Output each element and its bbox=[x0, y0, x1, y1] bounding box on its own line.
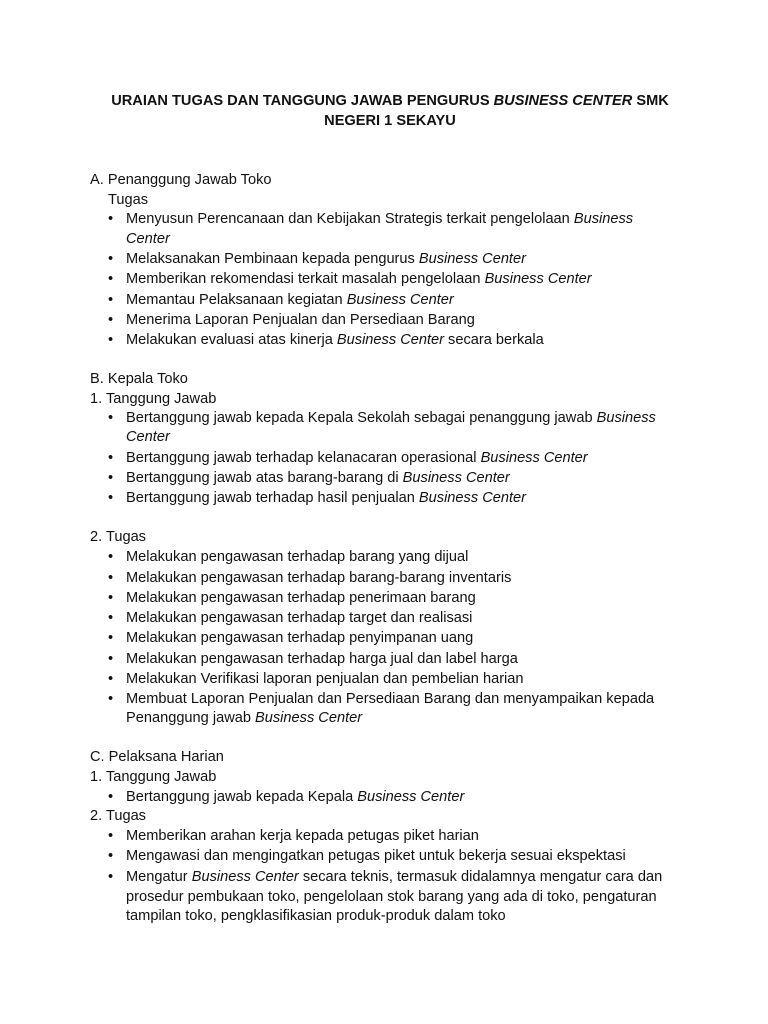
title-line-2: NEGERI 1 SEKAYU bbox=[324, 113, 456, 129]
section-c-heading: C. Pelaksana Harian bbox=[90, 749, 224, 765]
list-item-continuation: tampilan toko, pengklasifikasian produk-produk dalam toko bbox=[126, 908, 506, 924]
list-item-continuation: prosedur pembukaan toko, pengelolaan stok barang yang ada di toko, pengaturan bbox=[126, 889, 657, 905]
section-c-part-1: 1. Tanggung Jawab bbox=[90, 769, 217, 785]
document-title bbox=[60, 91, 720, 131]
section-b-heading: B. Kepala Toko bbox=[90, 371, 188, 387]
section-b-part-1: 1. Tanggung Jawab bbox=[90, 391, 217, 407]
section-b-part-2: 2. Tugas bbox=[90, 529, 146, 545]
list-item-continuation: Center bbox=[126, 231, 170, 247]
section-c-part-2: 2. Tugas bbox=[90, 808, 146, 824]
list-item-continuation: Center bbox=[126, 429, 170, 445]
section-a-sub: Tugas bbox=[108, 192, 149, 208]
section-a-heading: A. Penanggung Jawab Toko bbox=[90, 172, 272, 188]
title-line-1: URAIAN TUGAS DAN TANGGUNG JAWAB PENGURUS BUSINESS CENTER SMK bbox=[111, 93, 669, 109]
list-item-continuation: Penanggung jawab Business Center bbox=[126, 710, 363, 726]
document-page: URAIAN TUGAS DAN TANGGUNG JAWAB PENGURUS BUSINESS CENTER SMK NEGERI 1 SEKAYU A. Penanggung Jawab Toko Tugas • Menyusun Perencanaan dan Kebijakan Strategis terkait pengelolaan Business Center • Melaksanakan Pembinaan kepada pengurus Business Center • Memberikan rekomendasi terkait masalah pengelolaan Business Center • Memantau Pelaksanaan kegiatan Business Center • Menerima Laporan Penjualan dan Persediaan Barang • Melakukan evaluasi atas kinerja Business Center secara berkala B. Kepala Toko 1. Tanggung Jawab • Bertanggung jawab kepada Kepala Sekolah sebagai penanggung jawab Business Center • Bertanggung jawab terhadap kelanacaran operasional Business Center • Bertanggung jawab atas barang-barang di Business Center • Bertanggung jawab terhadap hasil penjualan Business Center 2. Tugas • Melakukan pengawasan terhadap barang yang dijual • Melakukan pengawasan terhadap barang-barang inventaris • Melakukan pengawasan terhadap penerimaan barang • Melakukan pengawasan terhadap target dan realisasi • Melakukan pengawasan terhadap penyimpanan uang • Melakukan pengawasan terhadap harga jual dan label harga • Melakukan Verifikasi laporan penjualan dan pembelian harian • Membuat Laporan Penjualan dan Persediaan Barang dan menyampaikan kepada Penanggung jawab Business Center C. Pelaksana Harian 1. Tanggung Jawab • Bertanggung jawab kepada Kepala Business Center 2. Tugas • Memberikan arahan kerja kepada petugas piket harian • Mengawasi dan mengingatkan petugas piket untuk bekerja sesuai ekspektasi • Mengatur Business Center secara teknis, termasuk didalamnya mengatur cara dan prosedur pembukaan toko, pengelolaan stok barang yang ada di toko, pengaturan tampilan toko, pengklasifikasian produk-produk dalam toko bbox=[0, 0, 768, 1024]
